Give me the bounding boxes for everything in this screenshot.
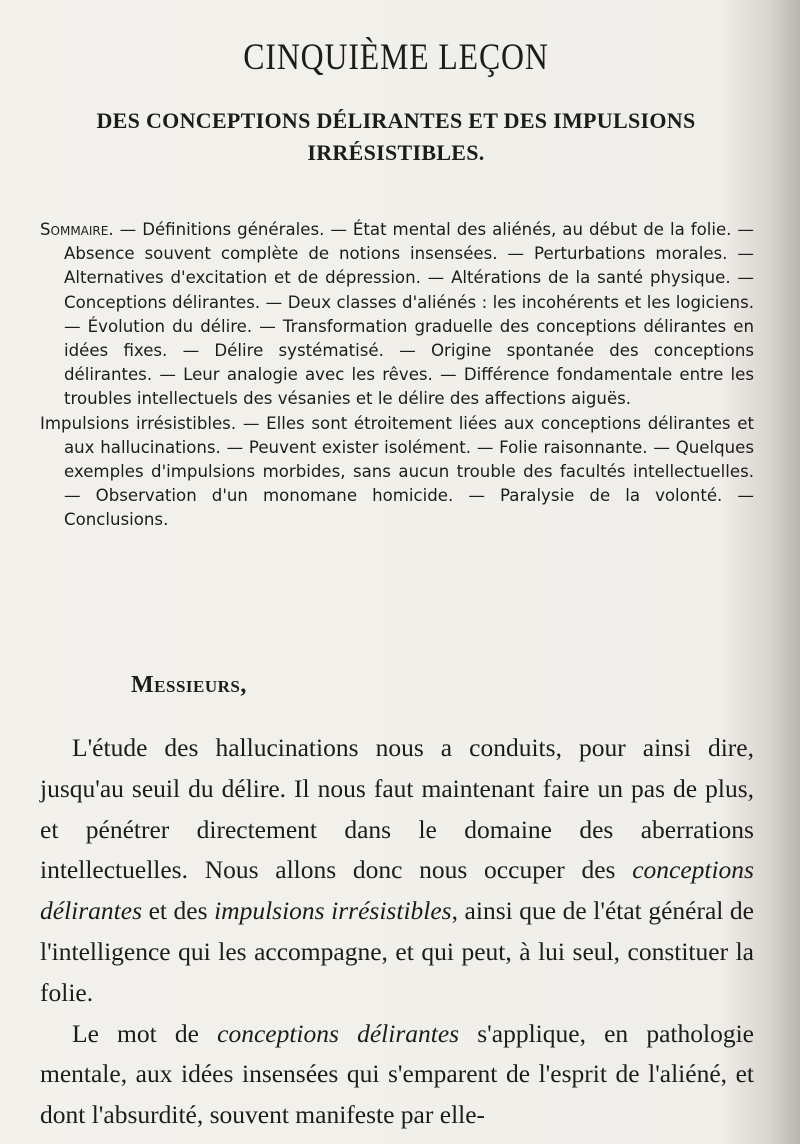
- chapter-summary: [40, 218, 754, 533]
- body-text-run: , ainsi que de l'état général de l'intelligence qui les accompagne, et qui peut, à lui seul, constituer la folie.: [40, 896, 754, 1007]
- summary-label: Sommaire.: [40, 220, 114, 239]
- summary-paragraph-1: [40, 218, 754, 412]
- salutation: Messieurs,: [131, 672, 247, 698]
- italic-term: conceptions délirantes: [40, 855, 754, 926]
- italic-term: impulsions irrésistibles: [214, 896, 452, 926]
- chapter-subtitle: [36, 105, 756, 169]
- chapter-title: CINQUIÈME LEÇON: [243, 37, 549, 78]
- body-text-run: et des: [142, 896, 215, 926]
- subtitle-line-2: IRRÉSISTIBLES.: [307, 140, 485, 165]
- italic-term: conceptions délirantes: [217, 1018, 460, 1048]
- body-paragraph-1: [40, 728, 754, 1014]
- summary-text-1: — Définitions générales. — État mental des aliénés, au début de la folie. — Absence souvent complète de notions insensées. — Perturbations morales. — Alternatives d'excitation et de dépression. — Altérations de la santé physique. — Conceptions délirantes. — Deux classes d'aliénés : les incohérents et les logiciens. — Évolution du délire. — Transformation graduelle des conceptions délirantes en idées fixes. — Délire systématisé. — Origine spontanée des conceptions délirantes. — Leur analogie avec les rêves. — Différence fondamentale entre les troubles intellectuels des vésanies et le délire des affections aiguës.: [64, 220, 754, 409]
- subtitle-line-1: DES CONCEPTIONS DÉLIRANTES ET DES IMPULSIONS: [96, 108, 696, 133]
- body-text-run: L'étude des hallucinations nous a conduits, pour ainsi dire, jusqu'au seuil du délire. Il nous faut maintenant faire un pas de plus, et pénétrer directement dans le domaine des aberrations intellectuelles. Nous allons donc nous occuper des: [40, 733, 754, 885]
- body-text: [40, 728, 754, 1136]
- body-text-run: Le mot de: [72, 1018, 218, 1048]
- body-paragraph-2: [40, 1014, 754, 1136]
- summary-paragraph-2: Impulsions irrésistibles. — Elles sont étroitement liées aux conceptions délirantes et aux hallucinations. — Peuvent exister isolément. — Folie raisonnante. — Quelques exemples d'impulsions morbides, sans aucun trouble des facultés intellectuelles. — Observation d'un monomane homicide. — Paralysie de la volonté. — Conclusions.: [40, 413, 754, 530]
- body-text-run: s'applique, en pathologie mentale, aux idées insensées qui s'emparent de l'esprit de l'aliéné, et dont l'absurdité, souvent manifeste par elle-: [40, 1018, 754, 1130]
